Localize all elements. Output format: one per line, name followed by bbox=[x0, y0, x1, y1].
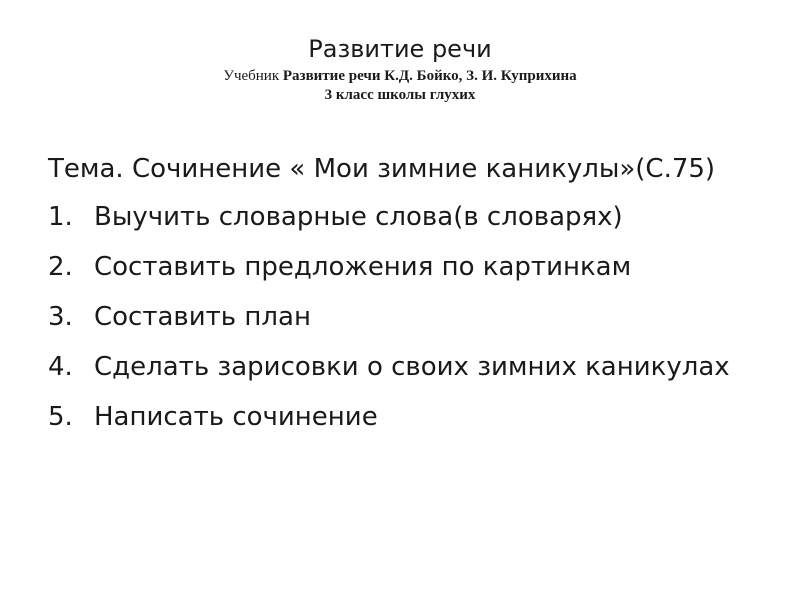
textbook-name: Развитие речи К.Д. Бойко, З. И. Куприхина bbox=[282, 68, 577, 84]
slide-header bbox=[0, 34, 800, 104]
slide-body bbox=[48, 148, 768, 446]
task-item bbox=[48, 196, 768, 238]
task-item bbox=[48, 246, 768, 288]
task-item bbox=[48, 396, 768, 438]
task-number: 1. bbox=[48, 202, 73, 232]
textbook-line bbox=[0, 66, 800, 86]
task-item bbox=[48, 296, 768, 338]
task-number: 5. bbox=[48, 402, 73, 432]
task-number: 2. bbox=[48, 252, 73, 282]
task-text: Сделать зарисовки о своих зимних каникулах bbox=[94, 352, 730, 382]
task-text: Составить план bbox=[94, 302, 311, 332]
lesson-topic: Тема. Сочинение « Мои зимние каникулы»(С.75) bbox=[48, 154, 716, 184]
task-text: Выучить словарные слова(в словарях) bbox=[94, 202, 623, 232]
task-text: Составить предложения по картинкам bbox=[94, 252, 632, 282]
textbook-prefix: Учебник bbox=[223, 68, 280, 84]
task-text: Написать сочинение bbox=[94, 402, 378, 432]
grade-line: 3 класс школы глухих bbox=[324, 87, 476, 103]
slide-title: Развитие речи bbox=[308, 35, 492, 63]
task-list bbox=[48, 196, 768, 438]
task-number: 3. bbox=[48, 302, 73, 332]
task-item bbox=[48, 346, 768, 388]
task-number: 4. bbox=[48, 352, 73, 382]
